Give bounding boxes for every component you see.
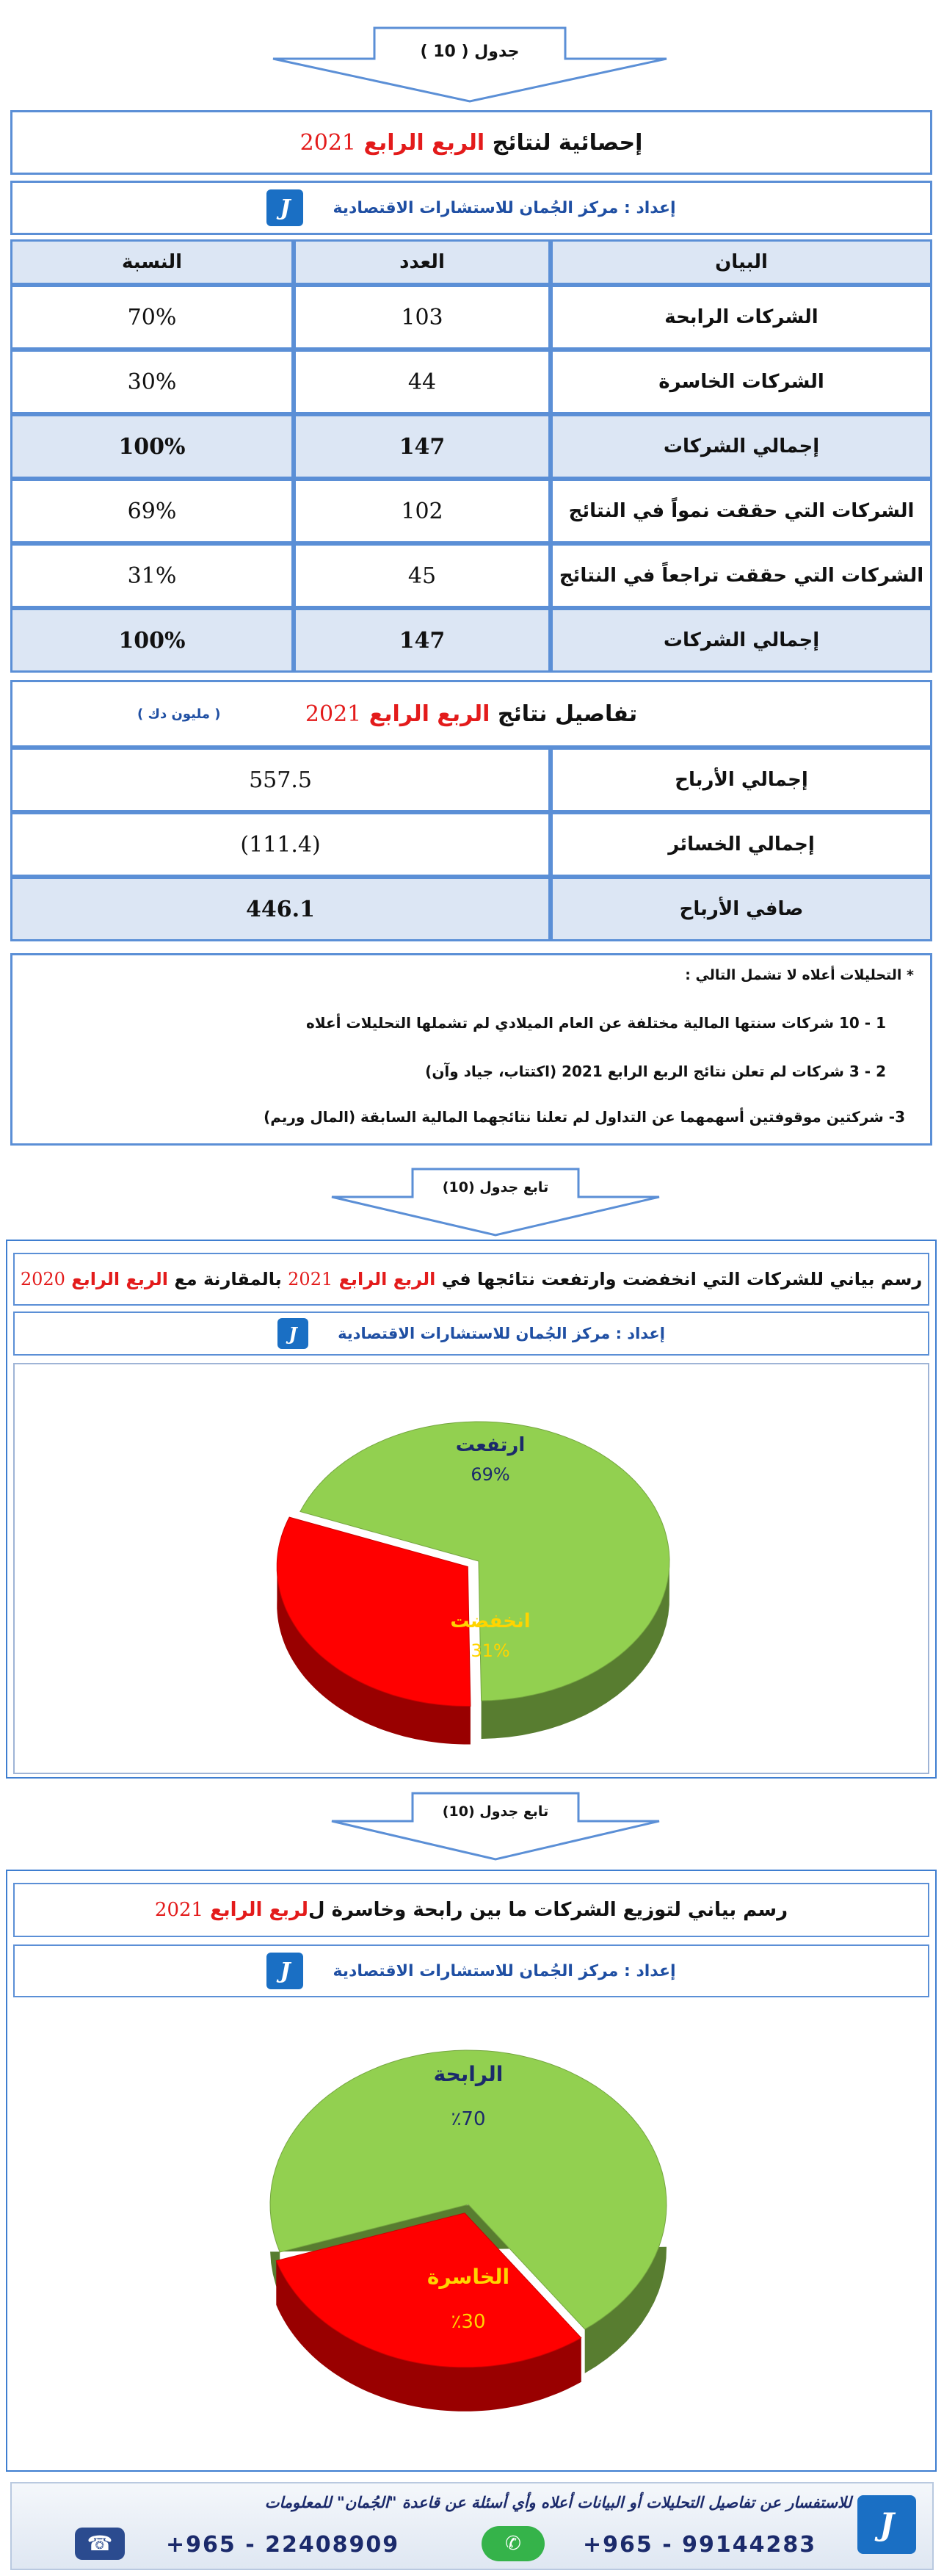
table-row — [10, 543, 932, 608]
note-item: 3- شركتين موقوفتين أسهمهما عن التداول لم تعلنا نتائجهما المالية السابقة (المال وريم) — [264, 1108, 905, 1126]
table-row — [10, 350, 932, 414]
table-row — [10, 877, 932, 941]
arrow-2-label: تابع جدول (10) — [442, 1179, 549, 1195]
table2-title-prefix: تفاصيل نتائج — [497, 701, 638, 727]
chart1-title-bar — [13, 1253, 929, 1306]
notes-box — [10, 953, 932, 1146]
header-count: العدد — [294, 239, 551, 285]
chart2-loss-name: الخاسرة — [426, 2265, 510, 2289]
note-item: 2 - 3 شركات لم تعلن نتائج الربع الرابع 2021 (اكتتاب، جياد وآن) — [425, 1063, 886, 1080]
row-ratio: 31% — [10, 543, 294, 608]
row-label: الشركات الخاسرة — [551, 350, 932, 414]
whatsapp-icon: ✆ — [482, 2526, 545, 2561]
row-value: (111.4) — [10, 812, 551, 877]
table1-prepared-bar — [10, 181, 932, 235]
logo-icon: J — [266, 1953, 303, 1989]
chart2-prepared-by: إعداد : مركز الجُمان للاستشارات الاقتصادية — [333, 1961, 676, 1980]
header-arrow-2 — [330, 1168, 661, 1237]
row-label: الشركات التي حققت تراجعاً في النتائج — [551, 543, 932, 608]
header-statement: البيان — [551, 239, 932, 285]
header-arrow-1 — [272, 26, 668, 103]
row-label: إجمالي الشركات — [551, 608, 932, 673]
row-count: 103 — [294, 285, 551, 350]
logo-icon: J — [857, 2495, 916, 2554]
chart2-win-name: الرابحة — [433, 2062, 504, 2086]
chart1-up-name: ارتفعت — [455, 1434, 526, 1456]
logo-icon: J — [266, 189, 303, 226]
chart2-title-bar — [13, 1883, 929, 1937]
table-row — [10, 285, 932, 350]
row-count: 44 — [294, 350, 551, 414]
chart1-up-value: 69% — [471, 1464, 510, 1485]
table1-title-prefix: إحصائية لنتائج — [492, 129, 643, 156]
row-ratio: 100% — [10, 414, 294, 479]
footer-banner — [10, 2482, 934, 2570]
row-ratio: 70% — [10, 285, 294, 350]
notes-heading: * التحليلات أعلاه لا تشمل التالي : — [685, 967, 914, 983]
table2-title-highlight: الربع الرابع — [368, 701, 490, 727]
table1-title-highlight: الربع الرابع — [363, 129, 485, 156]
chart1-title-year2: 2020 — [20, 1269, 65, 1289]
arrow-3-label: تابع جدول (10) — [442, 1803, 549, 1820]
chart2-title-highlight: لربع الرابع — [210, 1899, 308, 1921]
footer-phone: +965 - 22408909 — [166, 2532, 400, 2558]
chart1-prepared-by: إعداد : مركز الجُمان للاستشارات الاقتصادية — [338, 1325, 665, 1342]
chart2-title-year: 2021 — [154, 1899, 204, 1921]
row-label: الشركات التي حققت نمواً في النتائج — [551, 479, 932, 543]
row-label: إجمالي الخسائر — [551, 812, 932, 877]
row-label: الشركات الرابحة — [551, 285, 932, 350]
chart1-title-year1: 2021 — [288, 1269, 333, 1289]
table-row — [10, 812, 932, 877]
chart1-title-highlight2: الربع الرابع — [71, 1269, 169, 1289]
table1-title-year: 2021 — [299, 129, 356, 156]
chart1-title-part1: رسم بياني للشركات التي انخفضت وارتفعت نتائجها في — [441, 1269, 923, 1289]
chart2-title-part1: رسم بياني لتوزيع الشركات ما بين رابحة وخاسرة ل — [308, 1899, 788, 1921]
chart1-prepared-bar — [13, 1311, 929, 1356]
chart1-title-part2: بالمقارنة مع — [174, 1269, 282, 1289]
footer-text: للاستفسار عن تفاصيل التحليلات أو البيانات أعلاه وأي أسئلة عن قاعدة "الجُمان" للمعلومات — [264, 2494, 852, 2511]
table2-title-bar — [10, 680, 932, 748]
chart1-panel — [6, 1240, 937, 1779]
row-value: 557.5 — [10, 748, 551, 812]
row-label: إجمالي الشركات — [551, 414, 932, 479]
footer-whatsapp: +965 - 99144283 — [583, 2532, 817, 2558]
note-item: 1 - 10 شركات سنتها المالية مختلفة عن العام الميلادي لم تشملها التحليلات أعلاه — [306, 1014, 886, 1032]
row-count: 102 — [294, 479, 551, 543]
table1-title-bar — [10, 110, 932, 175]
row-count: 147 — [294, 414, 551, 479]
row-label: صافي الأرباح — [551, 877, 932, 941]
table1-prepared-by: إعداد : مركز الجُمان للاستشارات الاقتصادية — [333, 198, 676, 217]
chart1-plot-area — [13, 1363, 929, 1774]
table-header-row — [10, 239, 932, 285]
chart2-panel — [6, 1870, 937, 2472]
table-row — [10, 479, 932, 543]
header-arrow-3 — [330, 1792, 661, 1861]
row-ratio: 69% — [10, 479, 294, 543]
table-row — [10, 608, 932, 673]
chart2-win-value: ٪70 — [451, 2108, 486, 2130]
chart1-down-value: 31% — [471, 1640, 510, 1661]
phone-icon: ☎ — [75, 2528, 125, 2560]
row-ratio: 30% — [10, 350, 294, 414]
details-table — [10, 748, 932, 941]
header-ratio: النسبة — [10, 239, 294, 285]
chart1-svg — [15, 1364, 928, 1773]
arrow-1-label: جدول ( 10 ) — [420, 43, 520, 61]
chart2-svg — [7, 2008, 935, 2470]
results-table — [10, 239, 932, 673]
row-count: 147 — [294, 608, 551, 673]
row-ratio: 100% — [10, 608, 294, 673]
table-row — [10, 414, 932, 479]
table-row — [10, 748, 932, 812]
row-count: 45 — [294, 543, 551, 608]
row-value: 446.1 — [10, 877, 551, 941]
chart2-prepared-bar — [13, 1944, 929, 1997]
chart1-title-highlight1: الربع الرابع — [338, 1269, 436, 1289]
chart1-down-name: انخفضت — [450, 1610, 531, 1632]
row-label: إجمالي الأرباح — [551, 748, 932, 812]
table2-unit: ( مليون دك ) — [137, 706, 221, 722]
table2-title-year: 2021 — [305, 701, 362, 727]
logo-icon: J — [277, 1318, 308, 1349]
chart2-loss-value: ٪30 — [451, 2311, 486, 2333]
